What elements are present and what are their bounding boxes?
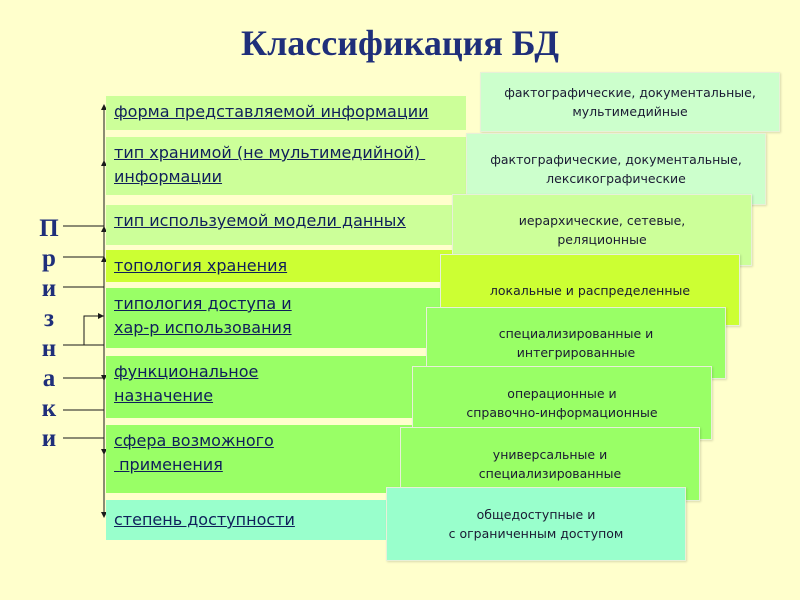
value-box: [480, 72, 780, 132]
category-label: тип используемой модели данных: [114, 211, 406, 230]
side-letter: и: [41, 275, 57, 302]
value-text: фактографические, документальные, мультимедийные: [504, 85, 756, 119]
value-text: фактографические, документальные, лексикографические: [490, 152, 742, 186]
category-label: топология хранения: [114, 256, 288, 275]
value-text: универсальные и специализированные: [478, 447, 622, 481]
category-access-typology: [106, 288, 466, 348]
category-label: сфера возможного применения: [114, 431, 274, 474]
side-letter: а: [42, 365, 56, 392]
side-letter: к: [41, 395, 57, 422]
category-label: типология доступа и хар-р использования: [114, 294, 292, 337]
side-letter: П: [39, 215, 59, 242]
category-label: тип хранимой (не мультимедийной) информации: [114, 143, 426, 186]
value-text: локальные и распределенные: [489, 282, 691, 298]
side-letter: р: [42, 245, 56, 272]
side-letter: и: [41, 425, 57, 452]
category-stored-type: [106, 137, 466, 195]
page-title: Классификация БД: [240, 23, 559, 63]
value-text: операционные и справочно-информационные: [466, 386, 658, 420]
value-text: иерархические, сетевые, реляционные: [518, 213, 686, 247]
category-label: функциональное назначение: [114, 362, 259, 405]
category-form: [106, 96, 466, 130]
value-box: [386, 487, 686, 561]
side-letter: н: [41, 335, 57, 362]
arrow-head: [98, 313, 104, 319]
side-letter: з: [43, 305, 55, 332]
category-label: степень доступности: [114, 510, 295, 529]
category-storage-topology: [106, 250, 466, 282]
value-text: общедоступные и с ограниченным доступом: [448, 507, 624, 541]
value-text: специализированные и интегрированные: [498, 326, 654, 360]
category-label: форма представляемой информации: [114, 102, 429, 121]
category-data-model: [106, 205, 466, 245]
branch-line: [84, 316, 104, 345]
